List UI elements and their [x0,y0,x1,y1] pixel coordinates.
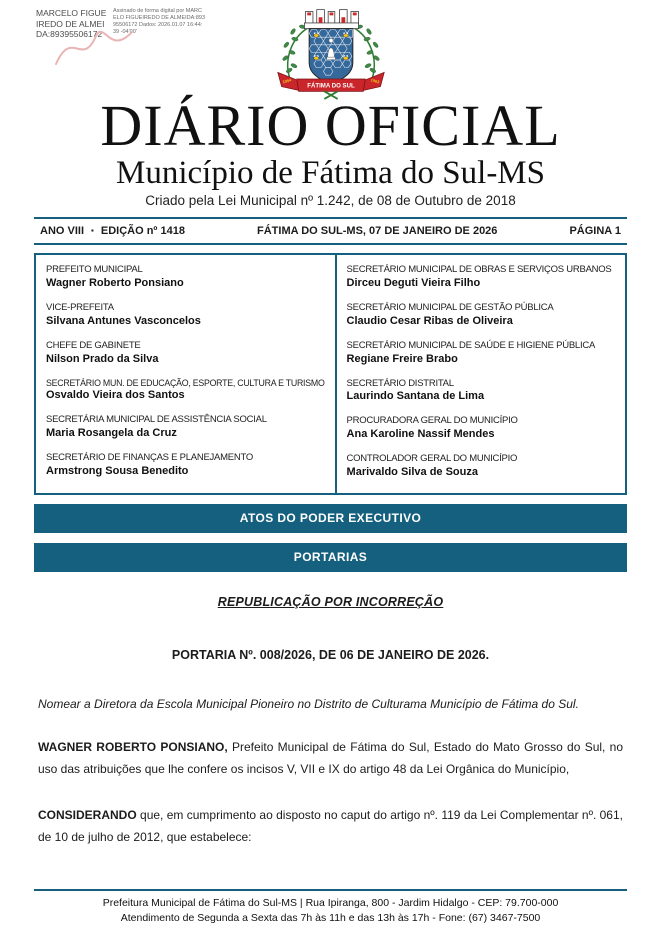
crest-branch-right [353,25,380,85]
crest-branch-left [281,25,307,85]
official-entry [46,340,325,366]
official-name: Armstrong Sousa Benedito [46,464,189,477]
official-name: Claudio Cesar Ribas de Oliveira [346,315,513,328]
official-role: PREFEITO MUNICIPAL [46,264,143,276]
info-date: FÁTIMA DO SUL-MS, 07 DE JANEIRO DE 2026 [257,225,498,238]
official-entry [347,302,615,328]
republication-title: REPUBLICAÇÃO POR INCORREÇÃO [217,594,444,609]
official-name: Osvaldo Vieira dos Santos [46,389,185,402]
officials-box [34,253,627,494]
official-role: SECRETÁRIO MUNICIPAL DE SAÚDE E HIGIENE PÚBLICA [346,339,596,351]
signature-name: MARCELO FIGUEIREDO DE ALMEIDA:89395506172 [36,8,107,40]
crest-ribbon-text: FÁTIMA DO SUL [306,82,355,90]
bullet-icon: ▪ [91,225,94,235]
official-role: CONTROLADOR GERAL DO MUNICÍPIO [346,452,518,464]
coat-of-arms-icon [255,0,407,101]
info-bar [34,217,627,245]
digital-signature [36,8,214,40]
official-role: SECRETÁRIO MUN. DE EDUCAÇÃO, ESPORTE, CULTURA E TURISMO [46,377,325,388]
official-entry [347,378,615,404]
considering-lead: CONSIDERANDO [38,808,137,823]
crest-year-left: 1954 [281,77,292,85]
officials-left-column [36,255,335,492]
official-name: Dirceu Deguti Vieira Filho [346,277,481,290]
masthead-subtitle: Município de Fátima do Sul-MS [116,155,545,191]
mayor-text: Prefeito Municipal de Fátima do Sul, Estado do Mato Grosso do Sul, no uso das atribuições que lhe confere os incisos V, VII e IX do artigo 48 da Lei Orgânica do Município, [38,740,624,776]
section-banner-portarias: PORTARIAS [34,543,627,572]
official-name: Laurindo Santana de Lima [346,390,485,403]
official-role: CHEFE DE GABINETE [46,339,141,351]
official-name: Maria Rosangela da Cruz [46,427,177,440]
official-name: Marivaldo Silva de Souza [346,465,478,478]
official-name: Silvana Antunes Vasconcelos [46,315,201,328]
official-entry [347,340,615,366]
info-page-number: PÁGINA 1 [569,225,621,238]
official-role: SECRETÁRIA MUNICIPAL DE ASSISTÊNCIA SOCIAL [46,414,267,426]
signature-details: Assinado de forma digital por MARCELO FIGUEIREDO DE ALMEIDA:89395506172 Dados: 2026.01.07 16:44:39 -04'00' [113,8,206,36]
crest-crown [304,10,358,29]
official-role: PROCURADORA GERAL DO MUNICÍPIO [346,415,518,427]
masthead-title: DIÁRIO OFICIAL [100,93,561,158]
official-entry [347,264,615,290]
official-role: SECRETÁRIO DE FINANÇAS E PLANEJAMENTO [46,451,254,463]
official-entry [347,453,615,479]
crest-shield [309,29,353,84]
masthead-tagline: Criado pela Lei Municipal nº 1.242, de 08 de Outubro de 2018 [145,193,516,209]
section-banner-executive: ATOS DO PODER EXECUTIVO [34,504,627,533]
official-entry [46,452,325,478]
official-name: Regiane Freire Brabo [346,352,458,365]
paragraph-considering [38,805,623,848]
official-entry [46,264,325,290]
official-entry [347,415,615,441]
official-role: SECRETÁRIO MUNICIPAL DE OBRAS E SERVIÇOS URBANOS [346,264,612,276]
official-role: VICE-PREFEITA [46,302,114,314]
footer-address: Prefeitura Municipal de Fátima do Sul-MS | Rua Ipiranga, 800 - Jardim Hidalgo - CEP: 79.700-000 [102,896,559,909]
official-name: Ana Karoline Nassif Mendes [346,428,495,441]
info-edition: EDIÇÃO nº 1418 [100,225,185,238]
official-role: SECRETÁRIO MUNICIPAL DE GESTÃO PÚBLICA [346,302,554,314]
official-name: Wagner Roberto Ponsiano [46,277,184,290]
portaria-title: PORTARIA Nº. 008/2026, DE 06 DE JANEIRO DE 2026. [171,648,490,663]
official-role: SECRETÁRIO DISTRITAL [346,377,454,389]
page-footer [34,889,627,928]
crest-year-right: 1963 [369,77,380,85]
considering-text: que, em cumprimento ao disposto no caput do artigo nº. 119 da Lei Complementar nº. 061, de 10 de julho de 2012, que estabelece: [38,808,623,844]
mayor-name-lead: WAGNER ROBERTO PONSIANO, [38,740,228,755]
document-body [38,591,623,849]
officials-right-column [335,255,625,492]
paragraph-mayor [38,737,623,780]
official-entry [46,378,325,403]
official-name: Nilson Prado da Silva [46,352,159,365]
footer-hours: Atendimento de Segunda a Sexta das 7h às 11h e das 13h às 17h - Fone: (67) 3467-7500 [120,912,541,925]
official-entry [46,302,325,328]
info-year: ANO VIII [40,225,85,238]
official-entry [46,414,325,440]
portaria-summary: Nomear a Diretora da Escola Municipal Pioneiro no Distrito de Culturama Município de Fátima do Sul. [38,696,579,711]
